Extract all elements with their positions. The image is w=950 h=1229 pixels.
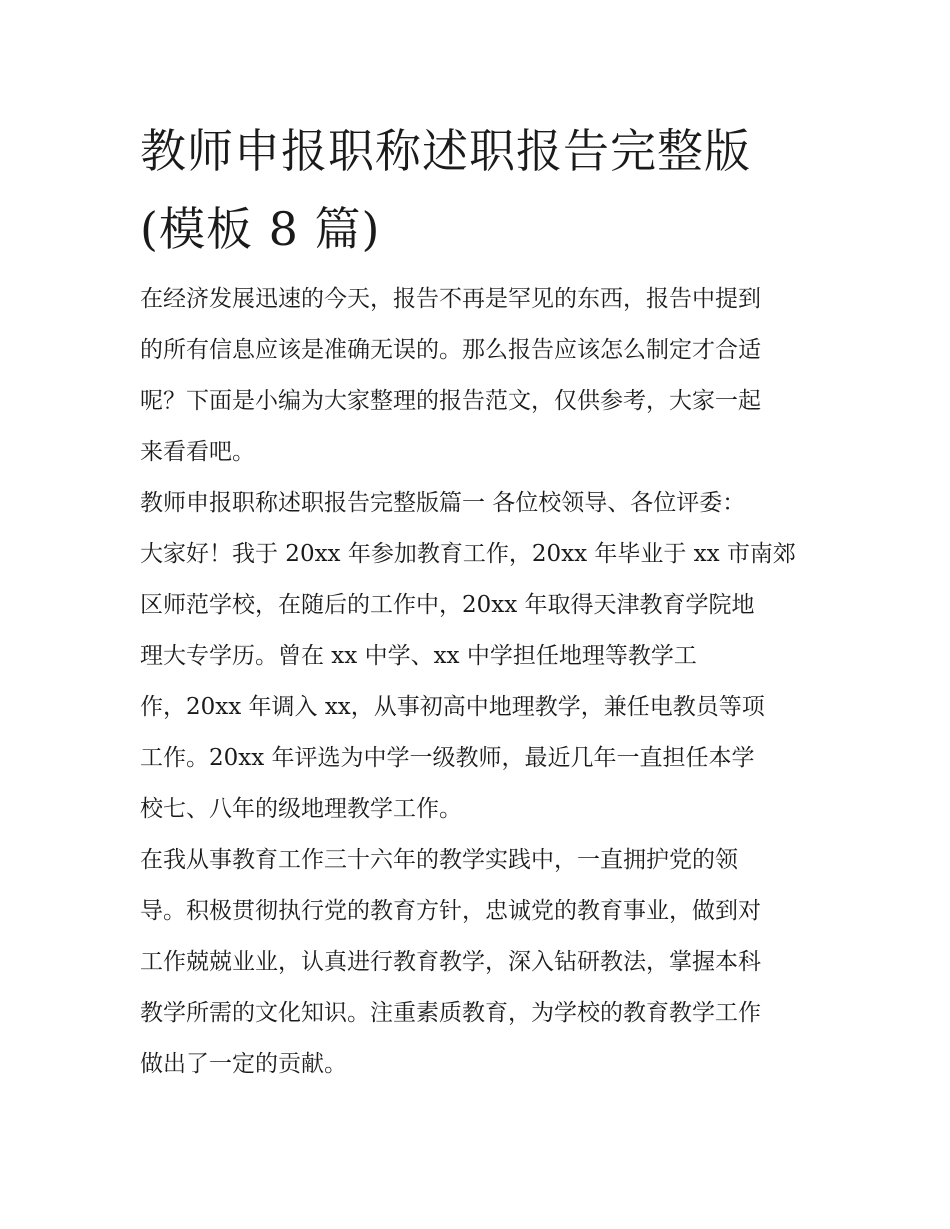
body-line: 教学所需的文化知识。注重素质教育，为学校的教育教学工作 [140, 1000, 761, 1026]
body-line: 来看看吧。 [140, 439, 255, 465]
body-line: 在经济发展迅速的今天，报告不再是罕见的东西，报告中提到 [140, 286, 761, 312]
body-line: 在我从事教育工作三十六年的教学实践中，一直拥护党的领 [140, 847, 738, 873]
document-body [140, 274, 820, 1090]
body-line: 呢？下面是小编为大家整理的报告范文，仅供参考，大家一起 [140, 388, 761, 414]
body-line: 的所有信息应该是准确无误的。那么报告应该怎么制定才合适 [140, 337, 761, 363]
body-line: 大家好！我于 20xx 年参加教育工作，20xx 年毕业于 xx 市南郊 [140, 541, 796, 567]
body-line: 工作。20xx 年评选为中学一级教师，最近几年一直担任本学 [140, 745, 755, 771]
body-line: 理大专学历。曾在 xx 中学、xx 中学担任地理等教学工 [140, 643, 697, 669]
title-line: (模板 8 篇) [140, 202, 381, 256]
body-line: 作，20xx 年调入 xx，从事初高中地理教学，兼任电教员等项 [140, 694, 765, 720]
body-line: 区师范学校，在随后的工作中，20xx 年取得天津教育学院地 [140, 592, 755, 618]
title-line: 教师申报职称述职报告完整版 [140, 124, 751, 178]
body-line: 导。积极贯彻执行党的教育方针，忠诚党的教育事业，做到对 [140, 898, 761, 924]
section-heading-line: 教师申报职称述职报告完整版篇一 各位校领导、各位评委： [140, 490, 746, 516]
document-title [140, 112, 820, 268]
body-line: 校七、八年的级地理教学工作。 [140, 796, 462, 822]
body-line: 工作兢兢业业，认真进行教育教学，深入钻研教法，掌握本科 [140, 949, 761, 975]
body-line: 做出了一定的贡献。 [140, 1051, 347, 1077]
